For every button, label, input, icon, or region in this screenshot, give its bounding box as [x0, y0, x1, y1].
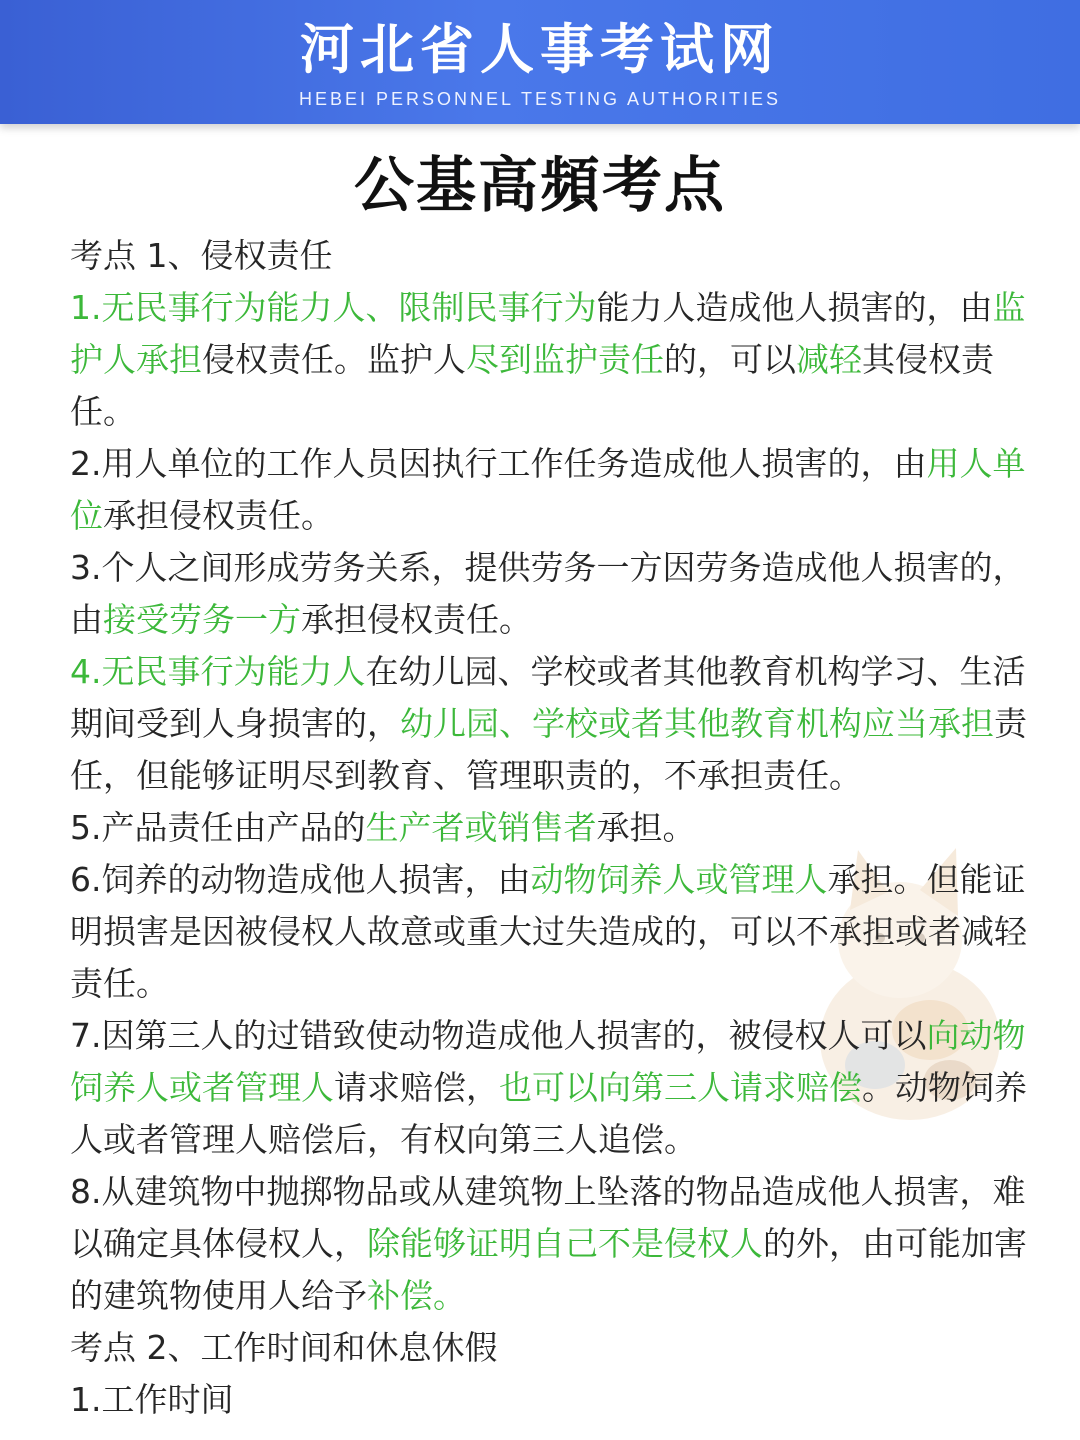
body-text: 承担。: [596, 808, 696, 847]
highlighted-text: 幼儿园、学校或者其他教育机构应当承担: [400, 704, 994, 743]
highlighted-text: 接受劳务一方: [103, 600, 301, 639]
body-text: 承担侵权责任。: [301, 600, 532, 639]
body-text: 其侵权责任。: [70, 340, 994, 431]
paragraph: [70, 1322, 1042, 1374]
body-text: 7.因第三人的过错致使动物造成他人损害的，被侵权人可以: [70, 1016, 927, 1055]
paragraph: [70, 1374, 1042, 1426]
body-text: 的，可以: [664, 340, 796, 379]
highlighted-text: 除能够证明自己不是侵权人: [367, 1224, 763, 1263]
highlighted-text: 补偿。: [367, 1276, 466, 1315]
body-text: 能力人造成他人损害的，由: [596, 288, 993, 327]
body-text: 承担。但能证明损害是因被侵权人故意或重大过失造成的，可以不承担或者减轻责任。: [70, 860, 1027, 1003]
highlighted-text: 用人单位: [70, 444, 1026, 535]
paragraph: [70, 646, 1042, 802]
page-title: 公基高頻考点: [354, 151, 726, 221]
site-banner: [0, 0, 1080, 124]
paragraph: [70, 1010, 1042, 1166]
body-text: 考点 1、侵权责任: [70, 236, 333, 275]
body-text: 6.饲养的动物造成他人损害，由: [70, 860, 531, 899]
paragraph: [70, 230, 1042, 282]
body-text: 3.个人之间形成劳务关系，提供劳务一方因劳务造成他人损害的，由: [70, 548, 1026, 639]
paragraph: [70, 854, 1042, 1010]
body-text: 在幼儿园、学校或者其他教育机构学习、生活期间受到人身损害的，: [70, 652, 1026, 743]
paragraph: [70, 542, 1042, 646]
body-text: 请求赔偿，: [334, 1068, 499, 1107]
body-text: 责任，但能够证明尽到教育、管理职责的，不承担责任。: [70, 704, 1027, 795]
article-body: [70, 230, 1042, 1426]
highlighted-text: 尽到监护责任: [466, 340, 664, 379]
highlighted-text: 生产者或销售者: [365, 808, 597, 847]
body-text: 的外，由可能加害的建筑物使用人给予: [70, 1224, 1027, 1315]
highlighted-text: 动物饲养人或管理人: [530, 860, 828, 899]
site-title: 河北省人事考试网: [300, 18, 780, 81]
highlighted-text: 1.无民事行为能力人、限制民事行为: [70, 288, 597, 327]
body-text: 8.从建筑物中抛掷物品或从建筑物上坠落的物品造成他人损害，难以确定具体侵权人，: [70, 1172, 1026, 1263]
highlighted-text: 4.无民事行为能力人: [70, 652, 366, 691]
body-text: 侵权责任。监护人: [202, 340, 466, 379]
body-text: 。动物饲养人或者管理人赔偿后，有权向第三人追偿。: [70, 1068, 1027, 1159]
highlighted-text: 向动物饲养人或者管理人: [70, 1016, 1026, 1107]
paragraph: [70, 802, 1042, 854]
highlighted-text: 也可以向第三人请求赔偿: [499, 1068, 862, 1107]
paragraph: [70, 282, 1042, 438]
body-text: 承担侵权责任。: [103, 496, 334, 535]
body-text: 5.产品责任由产品的: [70, 808, 366, 847]
highlighted-text: 监护人承担: [70, 288, 1026, 379]
site-subtitle: HEBEI PERSONNEL TESTING AUTHORITIES: [298, 89, 782, 109]
body-text: 1.工作时间: [70, 1380, 234, 1419]
paragraph: [70, 438, 1042, 542]
paragraph: [70, 1166, 1042, 1322]
highlighted-text: 减轻: [796, 340, 862, 379]
body-text: 考点 2、工作时间和休息休假: [70, 1328, 498, 1367]
body-text: 2.用人单位的工作人员因执行工作任务造成他人损害的，由: [70, 444, 927, 483]
